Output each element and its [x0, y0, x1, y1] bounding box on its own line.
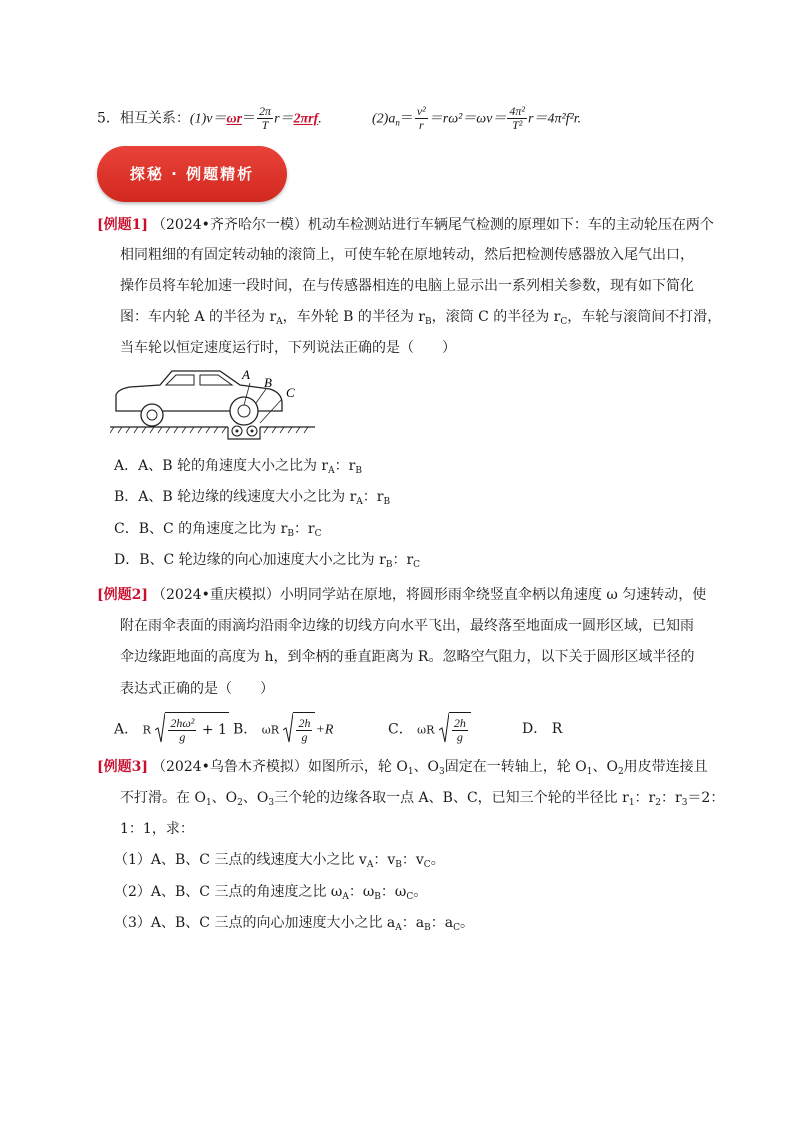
- subscript: 2: [655, 798, 661, 808]
- ex3-question-2: [114, 882, 427, 907]
- option-text: ：r: [392, 552, 414, 568]
- tag-label: [例题3]: [97, 759, 148, 775]
- fraction-v2-over-r: [415, 105, 428, 132]
- fraction-numerator: 2h: [453, 715, 466, 730]
- example-2-tag: [97, 585, 148, 605]
- option-text: ：r: [293, 521, 315, 537]
- subscript: 1: [407, 767, 414, 777]
- text: ：a: [430, 915, 454, 931]
- option-label: C．: [388, 721, 413, 738]
- text: 。: [430, 852, 445, 868]
- text: 用皮带连接且: [623, 759, 708, 775]
- fraction-numerator: 2h: [298, 715, 311, 730]
- expression-tail: +R: [315, 722, 334, 738]
- subscript: 1: [586, 767, 593, 777]
- text: ：a: [401, 915, 425, 931]
- text: ，滚筒 C 的半径为 r: [431, 309, 561, 325]
- subscript: B: [424, 923, 431, 933]
- text: 。: [413, 884, 428, 900]
- fraction-4pi2-over-T2: [507, 105, 527, 132]
- ex1-option-a[interactable]: [114, 456, 362, 481]
- text: ：r: [660, 790, 682, 806]
- example-3-line-2: [120, 788, 724, 813]
- text: ：ω: [348, 884, 375, 900]
- answer-blank-2: 2πrf: [293, 111, 319, 127]
- subscript: A: [342, 892, 349, 902]
- fraction-numerator: v²: [416, 104, 426, 118]
- example-2-line-4: 表达式正确的是（ ）: [120, 681, 274, 697]
- subscript: B: [395, 860, 402, 870]
- coefficient: ωR: [261, 723, 280, 737]
- subscript: 3: [268, 798, 275, 808]
- text: （2）A、B、C 三点的角速度之比 ω: [114, 884, 343, 900]
- subscript: A: [356, 497, 363, 507]
- subscript: 2: [617, 767, 624, 777]
- text: ：ω: [380, 884, 407, 900]
- subscript: A: [276, 317, 283, 327]
- text: 。: [460, 915, 474, 931]
- coefficient: R: [142, 723, 151, 737]
- formula-text: ＝: [399, 110, 414, 127]
- option-text: A．A、B 轮的角速度大小之比为 r: [114, 458, 329, 474]
- example-3-line-1: [152, 757, 708, 782]
- subscript: A: [395, 923, 402, 933]
- text: （1）A、B、C 三点的线速度大小之比 v: [114, 852, 367, 868]
- text: 图：车内轮 A 的半径为 r: [120, 309, 277, 325]
- subscript: B: [374, 892, 381, 902]
- text: 、O: [211, 790, 238, 806]
- ex1-option-b[interactable]: [114, 487, 390, 512]
- text: ：r: [634, 790, 656, 806]
- text: 、O: [413, 759, 440, 775]
- subscript: C: [314, 529, 322, 539]
- item-number: 5．相互关系：: [97, 110, 190, 127]
- tag-label: [例题2]: [97, 587, 148, 603]
- formula-text: (2)a: [372, 111, 396, 127]
- fraction-denominator: T: [261, 118, 269, 132]
- subscript: 3: [439, 767, 445, 777]
- sqrt-expression: [283, 712, 315, 747]
- formula-text: .: [318, 111, 322, 127]
- example-2-line-1: （2024•重庆模拟）小明同学站在原地，将圆形雨伞绕竖直伞柄以角速度 ω 匀速转动，使: [152, 587, 707, 603]
- coefficient: ωR: [417, 723, 435, 737]
- fraction-denominator: g: [301, 729, 308, 744]
- radical-sign: [283, 712, 293, 744]
- example-3-tag: [97, 757, 148, 777]
- text: （2024•乌鲁木齐模拟）如图所示，轮 O: [152, 759, 408, 775]
- fraction-numerator: 2π: [259, 104, 272, 118]
- ex2-option-b[interactable]: [233, 712, 333, 746]
- tag-label: [例题1]: [97, 217, 148, 233]
- radical-sign: [439, 712, 449, 744]
- subscript: 1: [205, 798, 212, 808]
- sqrt-expression: [439, 712, 471, 747]
- ex2-option-a[interactable]: [114, 712, 229, 746]
- example-1-line-5: 当车轮以恒定速度运行时，下列说法正确的是（ ）: [120, 340, 456, 356]
- example-2-line-2: 附在雨伞表面的雨滴均沿雨伞边缘的切线方向水平飞出，最终落至地面成一圆形区域，已知雨: [120, 618, 694, 634]
- text: （3）A、B、C 三点的向心加速度大小之比 a: [114, 915, 396, 931]
- option-label: B．: [233, 721, 258, 738]
- label-a: A: [242, 367, 250, 382]
- option-value: R: [551, 721, 563, 737]
- fraction-denominator: g: [179, 729, 186, 744]
- formula-text: r＝4π²f²r.: [528, 111, 582, 127]
- option-text: D．B、C 轮边缘的向心加速度大小之比为 r: [114, 552, 386, 568]
- text: 三个轮的边缘各取一点 A、B、C，已知三个轮的半径比 r: [274, 790, 629, 806]
- subscript: n: [395, 117, 400, 128]
- section-banner: 探秘 · 例题精析: [97, 146, 287, 202]
- text: ：v: [373, 852, 396, 868]
- example-2-line-3: 伞边缘距地面的高度为 h，到伞柄的垂直距离为 R。忽略空气阻力，以下关于圆形区域半径的: [120, 649, 695, 665]
- fraction-denominator: g: [456, 729, 463, 744]
- text: ，车轮与滚筒间不打滑，: [567, 309, 722, 325]
- option-label: D．: [522, 721, 548, 737]
- subscript: 2: [237, 798, 243, 808]
- subscript: B: [385, 560, 393, 570]
- example-1-line-4: [120, 307, 721, 332]
- option-text: B．A、B 轮边缘的线速度大小之比为 r: [114, 489, 357, 505]
- example-1-tag: [97, 215, 148, 235]
- fraction-2pi-over-T: [257, 105, 273, 132]
- subscript: B: [287, 529, 294, 539]
- car-on-roller-diagram: [110, 365, 325, 443]
- fraction-denominator: T²: [512, 118, 523, 132]
- answer-blank-1: ωr: [226, 111, 243, 127]
- acceleration-formula: [372, 105, 581, 133]
- subscript: A: [328, 466, 335, 476]
- text: ，车外轮 B 的半径为 r: [282, 309, 425, 325]
- radical-sign: [155, 712, 165, 744]
- subscript: C: [423, 860, 431, 870]
- subscript: 1: [628, 798, 635, 808]
- option-text: C．B、C 的角速度之比为 r: [114, 521, 288, 537]
- subscript: B: [425, 317, 432, 327]
- option-label: A．: [114, 721, 139, 738]
- formula-text: ＝rω²＝ωv＝: [428, 111, 507, 127]
- option-text: ：r: [362, 489, 384, 505]
- subscript: B: [355, 466, 362, 476]
- formula-text: ＝: [242, 110, 257, 127]
- formula-text: r＝: [274, 111, 294, 127]
- subscript: C: [453, 923, 460, 933]
- label-b: B: [264, 375, 272, 390]
- text: 固定在一转轴上，轮 O: [444, 759, 587, 775]
- ex3-question-3: [114, 913, 474, 938]
- subscript: C: [413, 560, 421, 570]
- ex1-option-c[interactable]: [114, 519, 322, 544]
- option-text: ：r: [334, 458, 356, 474]
- fraction-denominator: r: [418, 118, 424, 132]
- subscript: A: [366, 860, 374, 870]
- example-3-line-3: 1：1，求：: [120, 821, 194, 837]
- text: 、O: [242, 790, 269, 806]
- subscript: C: [560, 317, 568, 327]
- relation-formula-line: [97, 105, 322, 132]
- ex3-question-1: [114, 850, 445, 875]
- text: ：v: [401, 852, 424, 868]
- fraction-numerator: 4π²: [509, 104, 526, 118]
- ex2-option-d[interactable]: [522, 712, 562, 746]
- ex1-option-d[interactable]: [114, 550, 420, 575]
- subscript: C: [406, 892, 414, 902]
- subscript: B: [383, 497, 391, 507]
- example-1-line-2: 相同粗细的有固定转动轴的滚筒上，可使车轮在原地转动，然后把检测传感器放入尾气出口，: [120, 247, 694, 263]
- formula-text: (1)v＝: [189, 111, 227, 127]
- subscript: 3: [681, 798, 688, 808]
- ex2-option-c[interactable]: [388, 712, 471, 746]
- text: 不打滑。在 O: [120, 790, 206, 806]
- fraction-numerator: 2hω²: [170, 715, 195, 730]
- sqrt-expression: [155, 712, 229, 747]
- expression-tail: + 1: [201, 722, 227, 738]
- example-1-line-1: （2024•齐齐哈尔一模）机动车检测站进行车辆尾气检测的原理如下：车的主动轮压在两个: [152, 217, 714, 233]
- text: ＝2：: [687, 790, 725, 806]
- label-c: C: [286, 385, 295, 400]
- example-1-line-3: 操作员将车轮加速一段时间，在与传感器相连的电脑上显示出一系列相关参数，现有如下简化: [120, 278, 694, 294]
- text: 、O: [592, 759, 618, 775]
